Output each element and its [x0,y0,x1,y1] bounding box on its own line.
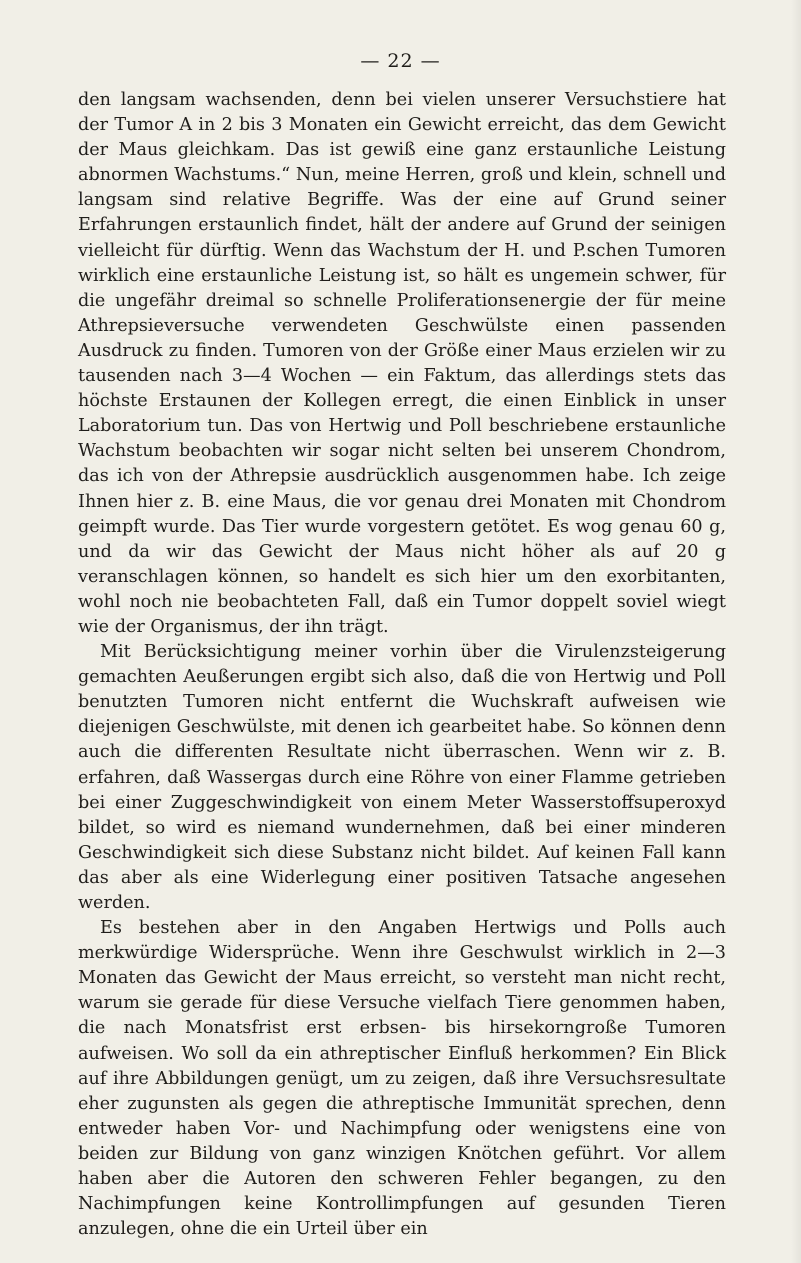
page-number: — 22 — [360,50,441,72]
page-edge-shadow [791,0,801,1263]
body-text [78,88,726,1242]
paragraph-3: Es bestehen aber in den Angaben Hertwigs und Polls auch merkwürdige Widersprüche. Wenn ihre Geschwulst wirklich in 2—3 Monaten das Gewicht der Maus erreicht, so versteht man nicht recht, warum sie gerade für diese Versuche vielfach Tiere genommen haben, die nach Monatsfrist erst erbsen- bis hirsekorngroße Tumoren aufweisen. Wo soll da ein athreptischer Einfluß herkommen? Ein Blick auf ihre Abbildungen genügt, um zu zeigen, daß ihre Versuchsresultate eher zugunsten als gegen die athreptische Immunität sprechen, denn entweder haben Vor- und Nachimpfung oder wenigstens eine von beiden zur Bildung von ganz winzigen Knötchen geführt. Vor allem haben aber die Autoren den schweren Fehler begangen, zu den Nachimpfungen keine Kontrollimpfungen auf gesunden Tieren anzulegen, ohne die ein Urteil über ein [78,918,726,1240]
paragraph-1: den langsam wachsenden, denn bei vielen unserer Versuchstiere hat der Tumor A in 2 bis 3 Monaten ein Gewicht erreicht, das dem Gewicht der Maus gleichkam. Das ist gewiß eine ganz erstaunliche Leistung abnormen Wachstums.“ Nun, meine Herren, groß und klein, schnell und langsam sind relative Begriffe. Was der eine auf Grund seiner Erfahrungen erstaunlich findet, hält der andere auf Grund der seinigen vielleicht für dürftig. Wenn das Wachstum der H. und P.schen Tumoren wirklich eine erstaunliche Leistung ist, so hält es ungemein schwer, für die ungefähr dreimal so schnelle Proliferationsenergie der für meine Athrepsieversuche verwendeten Geschwülste einen passenden Ausdruck zu finden. Tumoren von der Größe einer Maus erzielen wir zu tausenden nach 3—4 Wochen — ein Faktum, das allerdings stets das höchste Erstaunen der Kollegen erregt, die einen Einblick in unser Laboratorium tun. Das von Hertwig und Poll beschriebene erstaunliche Wachstum beobachten wir sogar nicht selten bei unserem Chondrom, das ich von der Athrepsie ausdrücklich ausgenommen habe. Ich zeige Ihnen hier z. B. eine Maus, die vor genau drei Monaten mit Chondrom geimpft wurde. Das Tier wurde vorgestern getötet. Es wog genau 60 g, und da wir das Gewicht der Maus nicht höher als auf 20 g veranschlagen können, so handelt es sich hier um den exorbitanten, wohl noch nie beobachteten Fall, daß ein Tumor doppelt soviel wiegt wie der Organismus, der ihn trägt. [78,90,726,637]
paragraph-2: Mit Berücksichtigung meiner vorhin über die Virulenzsteigerung gemachten Aeußerungen ergibt sich also, daß die von Hertwig und Poll benutzten Tumoren nicht entfernt die Wuchskraft aufweisen wie diejenigen Geschwülste, mit denen ich gearbeitet habe. So können denn auch die differenten Resultate nicht überraschen. Wenn wir z. B. erfahren, daß Wassergas durch eine Röhre von einer Flamme getrieben bei einer Zuggeschwindigkeit von einem Meter Wasserstoffsuperoxyd bildet, so wird es niemand wundernehmen, daß bei einer minderen Geschwindigkeit sich diese Substanz nicht bildet. Auf keinen Fall kann das aber als eine Widerlegung einer positiven Tatsache angesehen werden. [78,642,726,913]
